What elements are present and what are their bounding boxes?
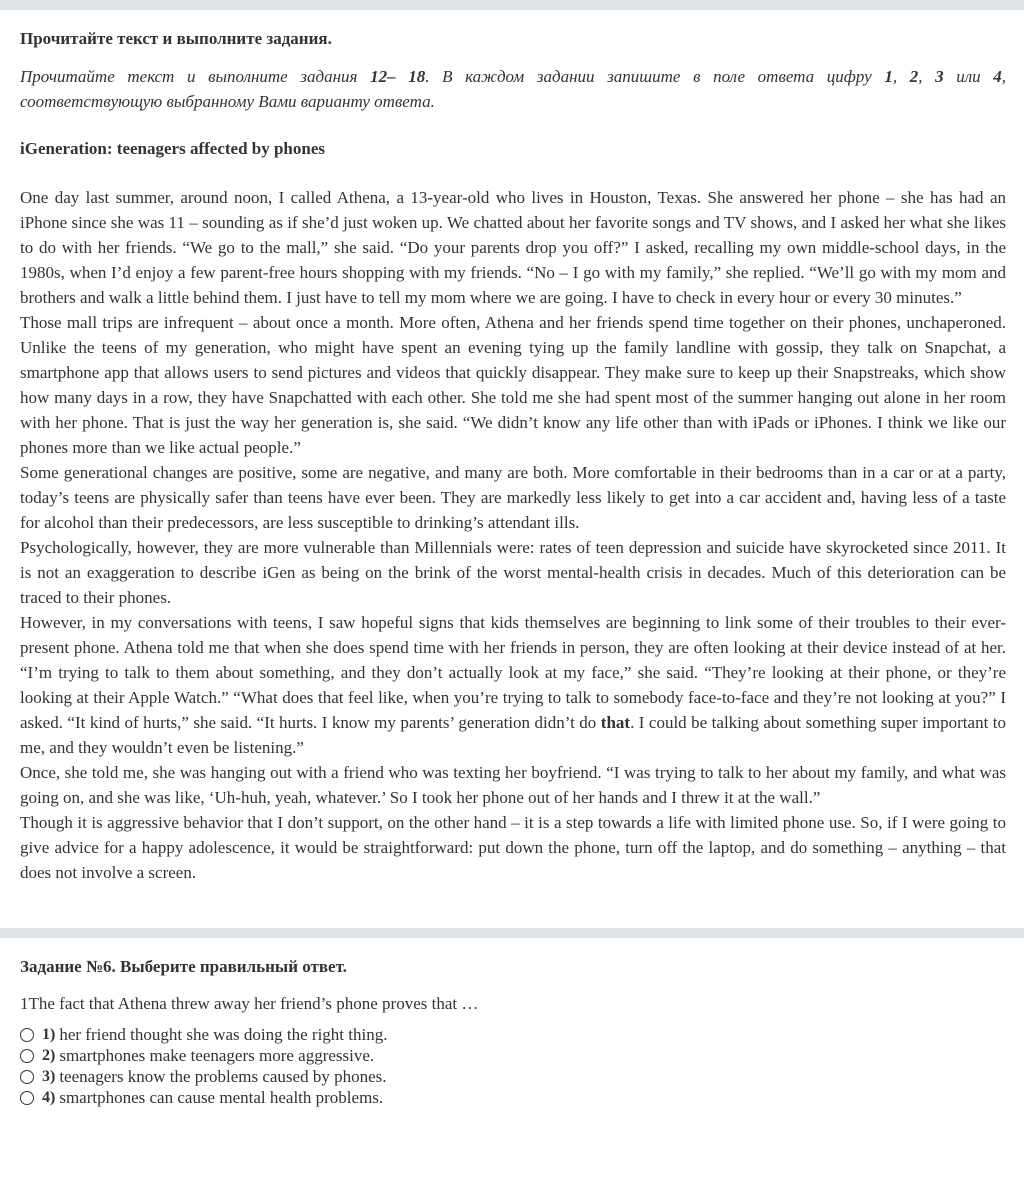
radio-button[interactable] — [20, 1091, 34, 1105]
paragraph: One day last summer, around noon, I called Athena, a 13-year-old who lives in Houston, Texas. She answered her phone – she has had an iPhone since she was 11 – sounding as if she’d just woken up. We chatted about her favorite songs and TV shows, and I asked her what she likes to do with her friends. “We go to the mall,” she said. “Do your parents drop you off?” I asked, recalling my own middle-school days, in the 1980s, when I’d enjoy a few parent-free hours shopping with my friends. “No – I go with my family,” she replied. “We’ll go with my mom and brothers and walk a little behind them. I just have to tell my mom where we are going. I have to check in every hour or every 30 minutes.” — [20, 188, 1006, 307]
radio-button[interactable] — [20, 1049, 34, 1063]
task-range: 12– 18 — [370, 67, 426, 86]
radio-button[interactable] — [20, 1070, 34, 1084]
paragraph-text: . I could be talking about something super important to me, and they wouldn’t even be listening.” — [20, 713, 1006, 757]
paragraph — [20, 610, 1006, 760]
question-text: 1The fact that Athena threw away her friend’s phone proves that … — [20, 994, 479, 1013]
option-number: 4) — [42, 1089, 56, 1106]
separator: , — [918, 67, 936, 86]
task-section — [0, 956, 1024, 1108]
section-divider — [0, 928, 1024, 938]
option-text: smartphones make teenagers more aggressive. — [59, 1046, 375, 1065]
emphasis: that — [600, 713, 631, 732]
separator: , — [892, 67, 910, 86]
paragraph-text: However, in my conversations with teens, I saw hopeful signs that kids themselves are beginning to link some of their troubles to their ever-present phone. Athena told me that when she does spend time with her friends in person, they are often looking at their device instead of at her. “I’m trying to talk to them about something, and they don’t actually look at my face,” she said. “They’re looking at their phone, or they’re looking at their Apple Watch.” “What does that feel like, when you’re trying to talk to somebody face-to-face and they’re not looking at you?” I asked. “It kind of hurts,” she said. “It hurts. I know my parents’ generation didn’t do — [20, 613, 1006, 732]
reading-section — [0, 28, 1024, 885]
option-text: smartphones can cause mental health problems. — [59, 1088, 384, 1107]
paragraph: Some generational changes are positive, some are negative, and many are both. More comfortable in their bedrooms than in a car or at a party, today’s teens are physically safer than teens have ever been. They are markedly less likely to get into a car accident and, having less of a taste for alcohol than their predecessors, are less susceptible to drinking’s attendant ills. — [20, 463, 1006, 532]
reading-passage — [20, 185, 1006, 885]
radio-button[interactable] — [20, 1028, 34, 1042]
instructions-text: Прочитайте текст и выполните задания — [20, 67, 371, 86]
digit: 1 — [884, 67, 893, 86]
instructions-text: . В каждом задании запишите в поле ответа цифру — [425, 67, 885, 86]
answer-options — [20, 1024, 1006, 1108]
answer-option-3[interactable] — [20, 1066, 1006, 1087]
paragraph: Though it is aggressive behavior that I don’t support, on the other hand – it is a step towards a life with limited phone use. So, if I were going to give advice for a happy adolescence, it would be straightforward: put down the phone, turn off the laptop, and do something – anything – that does not involve a screen. — [20, 813, 1006, 882]
digit: 2 — [909, 67, 919, 86]
instructions-title: Прочитайте текст и выполните задания. — [20, 29, 332, 48]
paragraph: Those mall trips are infrequent – about once a month. More often, Athena and her friends spend time together on their phones, unchaperoned. Unlike the teens of my generation, who might have spent an evening tying up the family landline with gossip, they talk on Snapchat, a smartphone app that allows users to send pictures and videos that quickly disappear. They make sure to keep up their Snapstreaks, which show how many days in a row, they have Snapchatted with each other. She told me she had spent most of the summer hanging out alone in her room with her phone. That is just the way her generation is, she said. “We didn’t know any life other than with iPads or iPhones. I think we like our phones more than we like actual people.” — [20, 313, 1006, 457]
digit: 3 — [935, 67, 944, 86]
paragraph: Psychologically, however, they are more vulnerable than Millennials were: rates of teen depression and suicide have skyrocketed since 2011. It is not an exaggeration to describe iGen as being on the brink of the worst mental-health crisis in decades. Much of this deterioration can be traced to their phones. — [20, 538, 1006, 607]
instructions-body — [20, 64, 1006, 114]
text-title: iGeneration: teenagers affected by phones — [20, 139, 326, 158]
option-number: 1) — [42, 1026, 56, 1043]
option-number: 3) — [42, 1068, 56, 1085]
answer-option-1[interactable] — [20, 1024, 1006, 1045]
option-number: 2) — [42, 1047, 56, 1064]
top-separator — [0, 0, 1024, 10]
paragraph: Once, she told me, she was hanging out with a friend who was texting her boyfriend. “I was trying to talk to her about my family, and what was going on, and she was like, ‘Uh-huh, yeah, whatever.’ So I took her phone out of her hands and I threw it at the wall.” — [20, 763, 1006, 807]
instructions-text: , соответствующую выбранному Вами варианту ответа. — [20, 67, 1007, 111]
digit: 4 — [993, 67, 1002, 86]
option-text: teenagers know the problems caused by phones. — [59, 1067, 387, 1086]
answer-option-2[interactable] — [20, 1045, 1006, 1066]
separator: или — [943, 67, 994, 86]
option-text: her friend thought she was doing the right thing. — [59, 1025, 388, 1044]
answer-option-4[interactable] — [20, 1087, 1006, 1108]
task-title: Задание №6. Выберите правильный ответ. — [20, 957, 347, 976]
